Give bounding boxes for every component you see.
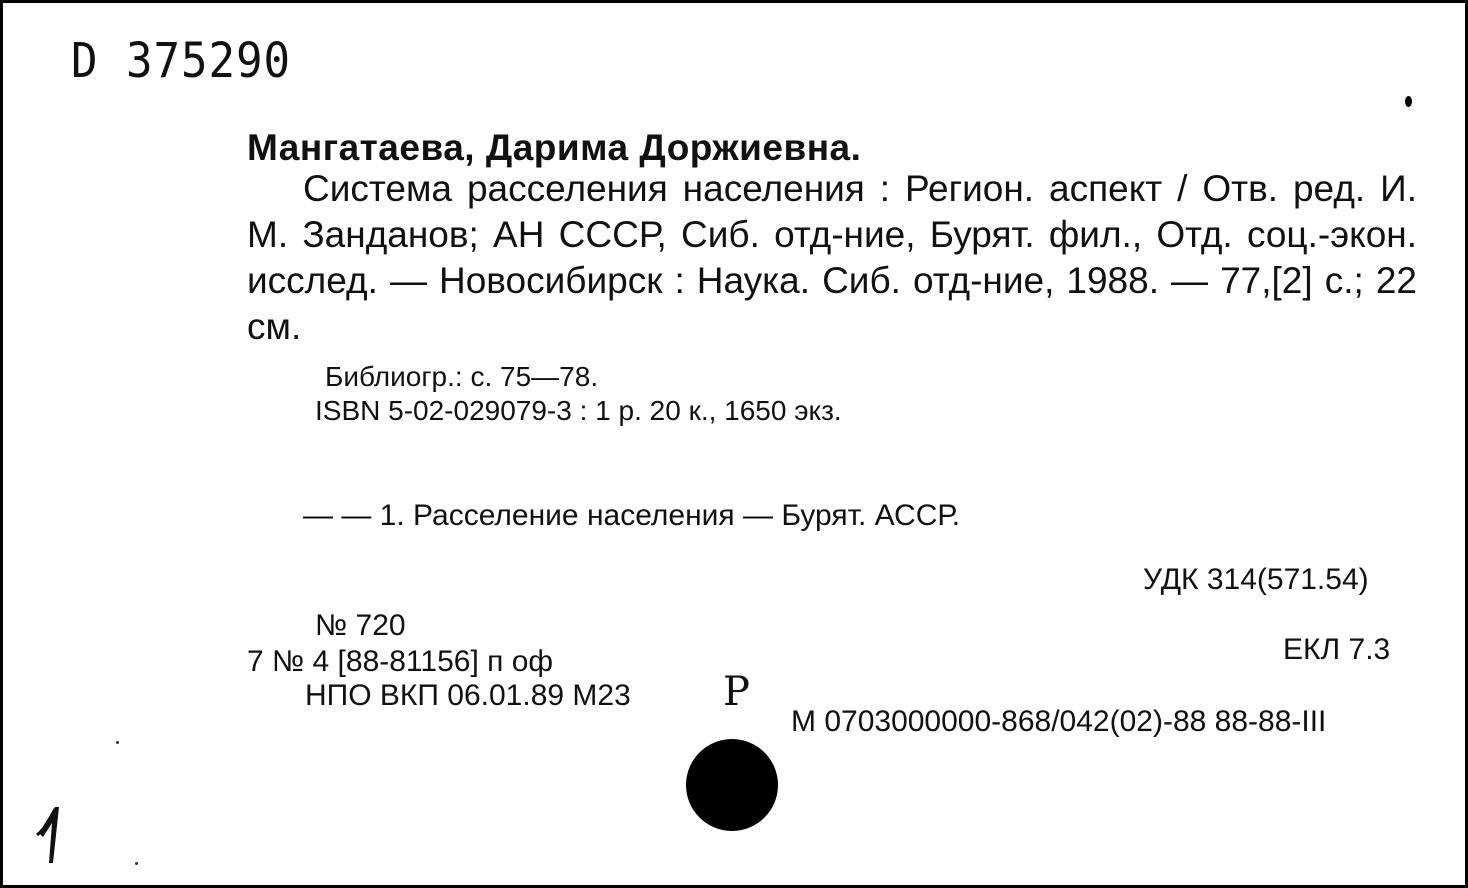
isbn-line: ISBN 5-02-029079-3 : 1 р. 20 к., 1650 экз. (315, 395, 842, 426)
bibliographic-description: Система расселения населения : Регион. аспект / Отв. ред. И. М. Занданов; АН СССР, Сиб. отд-ние, Бурят. фил., Отд. соц.-экон. исслед. — Новосибирск : Наука. Сиб. отд-ние, 1988. — 77,[2] с.; 22 см. (247, 168, 1417, 347)
m-code: М 0703000000-868/042(02)-88 88-88-III (791, 705, 1327, 738)
speck (135, 862, 138, 865)
lot-line: 7 № 4 [88-81156] п оф (247, 645, 554, 678)
bibliography-note: Библиогр.: с. 75—78. (325, 361, 599, 392)
udk-code: УДК 314(571.54) (1143, 563, 1369, 596)
call-number: D 375290 (71, 33, 292, 89)
handwritten-number (33, 803, 73, 872)
speck (116, 741, 119, 744)
handwritten-one-icon (33, 803, 73, 867)
npo-line: НПО ВКП 06.01.89 М23 (305, 679, 631, 712)
accession-number: № 720 (315, 609, 406, 642)
punch-hole (686, 739, 778, 831)
author-heading: Мангатаева, Дарима Доржиевна. (247, 127, 862, 168)
p-mark: Р (723, 669, 750, 715)
ink-dot (1405, 96, 1412, 107)
ekl-code: ЕКЛ 7.3 (1283, 633, 1391, 666)
subject-heading: — — 1. Расселение населения — Бурят. АССР. (303, 499, 961, 532)
